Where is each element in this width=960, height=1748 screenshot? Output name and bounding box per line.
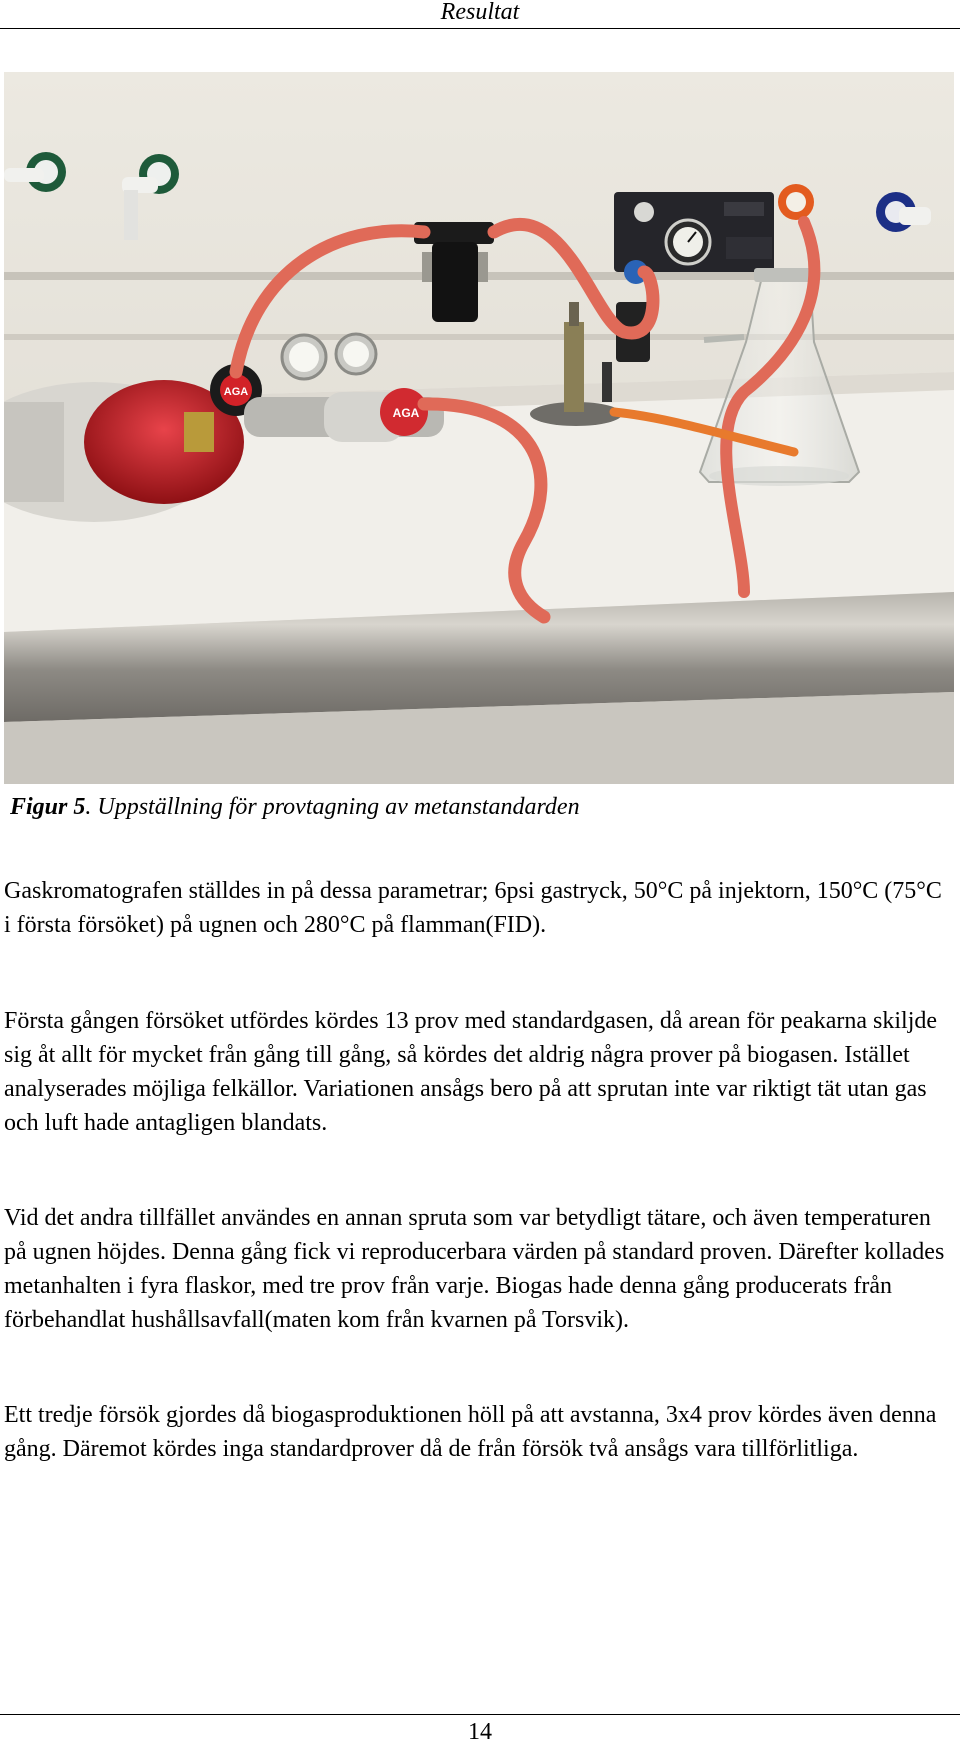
footer-rule xyxy=(0,1714,960,1715)
figure-caption-text: . Uppställning för provtagning av metanstandarden xyxy=(85,794,580,820)
valve-brand-label: AGA xyxy=(392,406,420,420)
paragraph-first-attempt: Första gången försöket utfördes kördes 13 prov med standardgasen, då arean för peakarna skiljde sig åt allt för mycket från gång till gång, så kördes det aldrig några prover på biogasen. Istället analyserades möjliga felkällor. Variationen ansågs bero på att sprutan inte var riktigt tät utan gas och luft hade antagligen blandats. xyxy=(4,1008,938,1136)
figure-caption xyxy=(10,792,580,822)
header-rule xyxy=(0,28,960,29)
page-number: 14 xyxy=(468,1719,492,1745)
paragraph-second-attempt: Vid det andra tillfället användes en annan spruta som var betydligt tätare, och även temperaturen på ugnen höjdes. Denna gång fick vi reproducerbara värden på standard proven. Därefter kollades metanhalten i fyra flaskor, med tre prov från varje. Biogas hade denna gång producerats från förbehandlat hushållsavfall(maten kom från kvarnen på Torsvik). xyxy=(4,1205,945,1333)
paragraph-third-attempt: Ett tredje försök gjordes då biogasproduktionen höll på att avstanna, 3x4 prov kördes även denna gång. Däremot kördes inga standardprover då de från försök två ansågs vara tillförlitliga. xyxy=(4,1402,937,1462)
paragraph-gc-parameters: Gaskromatografen ställdes in på dessa parametrar; 6psi gastryck, 50°C på injektorn, 150°C (75°C i första försöket) på ugnen och 280°C på flamman(FID). xyxy=(4,878,942,938)
regulator-brand-label: AGA xyxy=(223,386,249,398)
figure-caption-label: Figur 5 xyxy=(10,794,86,820)
lab-setup-photo xyxy=(4,72,954,784)
running-header: Resultat xyxy=(440,0,520,25)
